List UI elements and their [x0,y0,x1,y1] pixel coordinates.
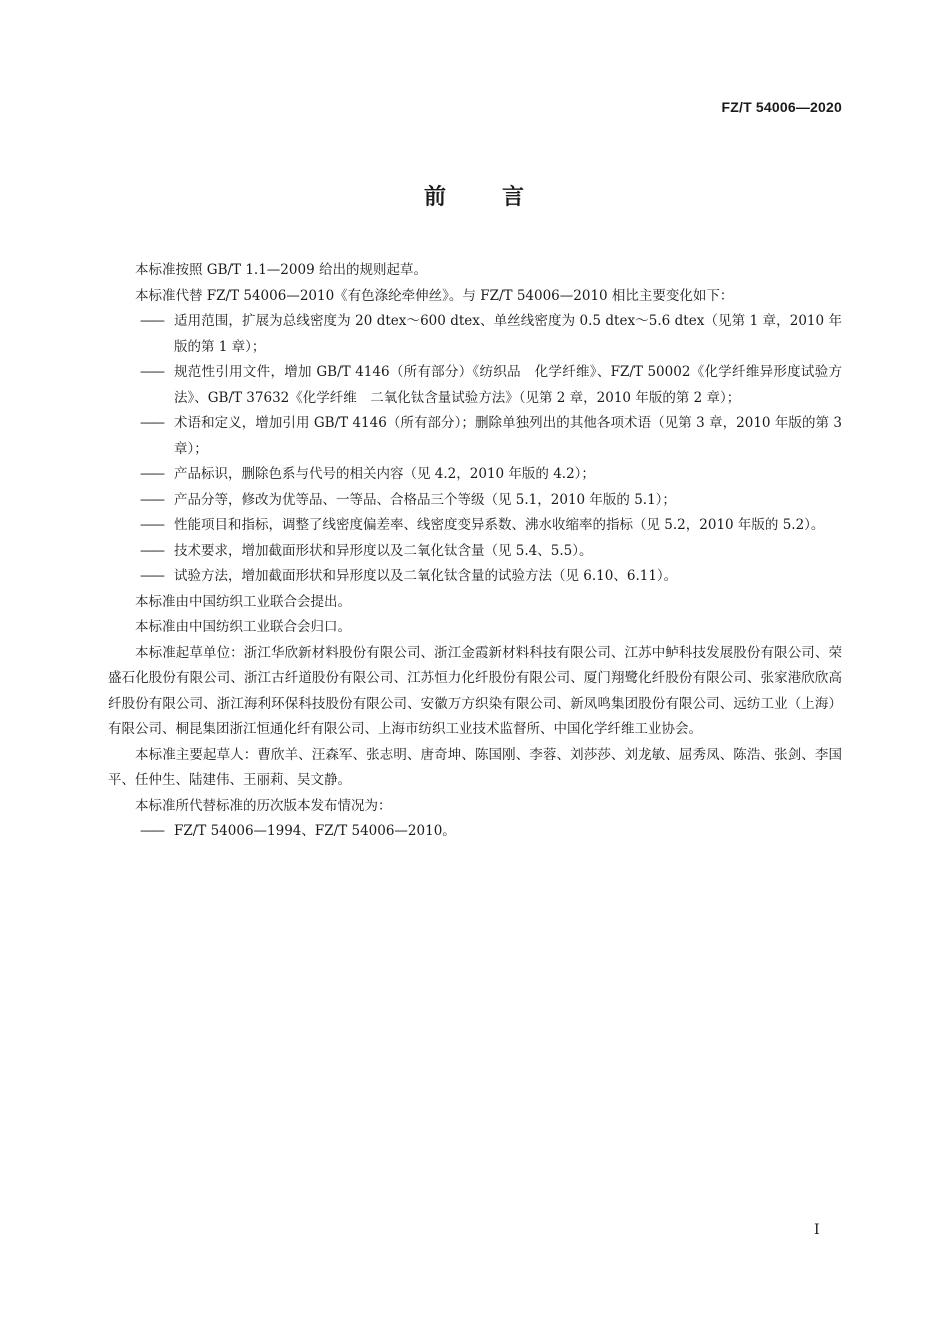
page-title [0,180,950,211]
dash-mark: —— [140,568,163,584]
change-item [108,488,842,514]
change-item [108,513,842,539]
dash-mark: —— [140,517,163,533]
change-item [108,539,842,565]
change-item-text: 产品分等，修改为优等品、一等品、合格品三个等级（见 5.1，2010 年版的 5.1）； [174,491,676,508]
history-item [108,819,842,845]
change-item-text: 性能项目和指标，调整了线密度偏差率、线密度变异系数、沸水收缩率的指标（见 5.2，2010 年版的 5.2）。 [174,517,825,533]
dash-mark: —— [140,491,163,508]
change-item [108,411,842,462]
title-char-1: 前 [423,185,448,210]
dash-mark: —— [140,466,163,482]
change-item [108,462,842,488]
history-item-text: FZ/T 54006—1994、FZ/T 54006—2010。 [174,823,456,839]
paragraph-administered-by: 本标准由中国纺织工业联合会归口。 [135,619,351,635]
title-char-2: 言 [502,185,527,210]
change-item [108,564,842,590]
dash-mark: —— [140,823,163,839]
dash-mark: —— [140,313,163,329]
standard-number: FZ/T 54006—2020 [721,99,842,115]
change-item-text: 试验方法，增加截面形状和异形度以及二氧化钛含量的试验方法（见 6.10、6.11）。 [174,568,678,584]
paragraph-drafting-rules: 本标准按照 GB/T 1.1—2009 给出的规则起草。 [135,262,427,278]
dash-mark: —— [140,364,163,380]
page-number: I [814,1222,820,1238]
paragraph-drafters: 本标准主要起草人：曹欣羊、汪森军、张志明、唐奇坤、陈国刚、李蓉、刘莎莎、刘龙敏、屈秀凤、陈浩、张剑、李国平、任仲生、陆建伟、王丽莉、吴文静。 [108,746,842,788]
change-item-text: 适用范围，扩展为总线密度为 20 dtex～600 dtex、单丝线密度为 0.5 dtex～5.6 dtex（见第 1 章，2010 年版的第 1 章）； [174,313,842,355]
change-item-text: 技术要求，增加截面形状和异形度以及二氧化钛含量（见 5.4、5.5）。 [174,542,593,559]
change-item-text: 术语和定义，增加引用 GB/T 4146（所有部分）；删除单独列出的其他各项术语（见第 3 章，2010 年版的第 3 章）； [174,415,842,457]
foreword-body [108,258,842,845]
dash-mark: —— [140,415,163,431]
change-item [108,360,842,411]
paragraph-history-intro: 本标准所代替标准的历次版本发布情况为： [135,797,392,814]
paragraph-proposed-by: 本标准由中国纺织工业联合会提出。 [135,593,351,610]
paragraph-drafting-units: 本标准起草单位：浙江华欣新材料股份有限公司、浙江金霞新材料科技有限公司、江苏中鲈科技发展股份有限公司、荣盛石化股份有限公司、浙江古纤道股份有限公司、江苏恒力化纤股份有限公司、厦门翔鹭化纤股份有限公司、张家港欣欣高纤股份有限公司、浙江海利环保科技股份有限公司、安徽万方织染有限公司、新凤鸣集团股份有限公司、远纺工业（上海）有限公司、桐昆集团浙江恒通化纤有限公司、上海市纺织工业技术监督所、中国化学纤维工业协会。 [108,644,842,737]
dash-mark: —— [140,542,163,559]
paragraph-replaces: 本标准代替 FZ/T 54006—2010《有色涤纶牵伸丝》。与 FZ/T 54006—2010 相比主要变化如下： [135,287,734,304]
change-item-text: 产品标识，删除色系与代号的相关内容（见 4.2，2010 年版的 4.2）； [174,466,595,482]
change-item [108,309,842,360]
change-item-text: 规范性引用文件，增加 GB/T 4146（所有部分）《纺织品 化学纤维》、FZ/T 50002《化学纤维异形度试验方法》、GB/T 37632《化学纤维 二氧化钛含量试验方法》（见第 2 章，2010 年版的第 2 章）； [174,364,842,406]
